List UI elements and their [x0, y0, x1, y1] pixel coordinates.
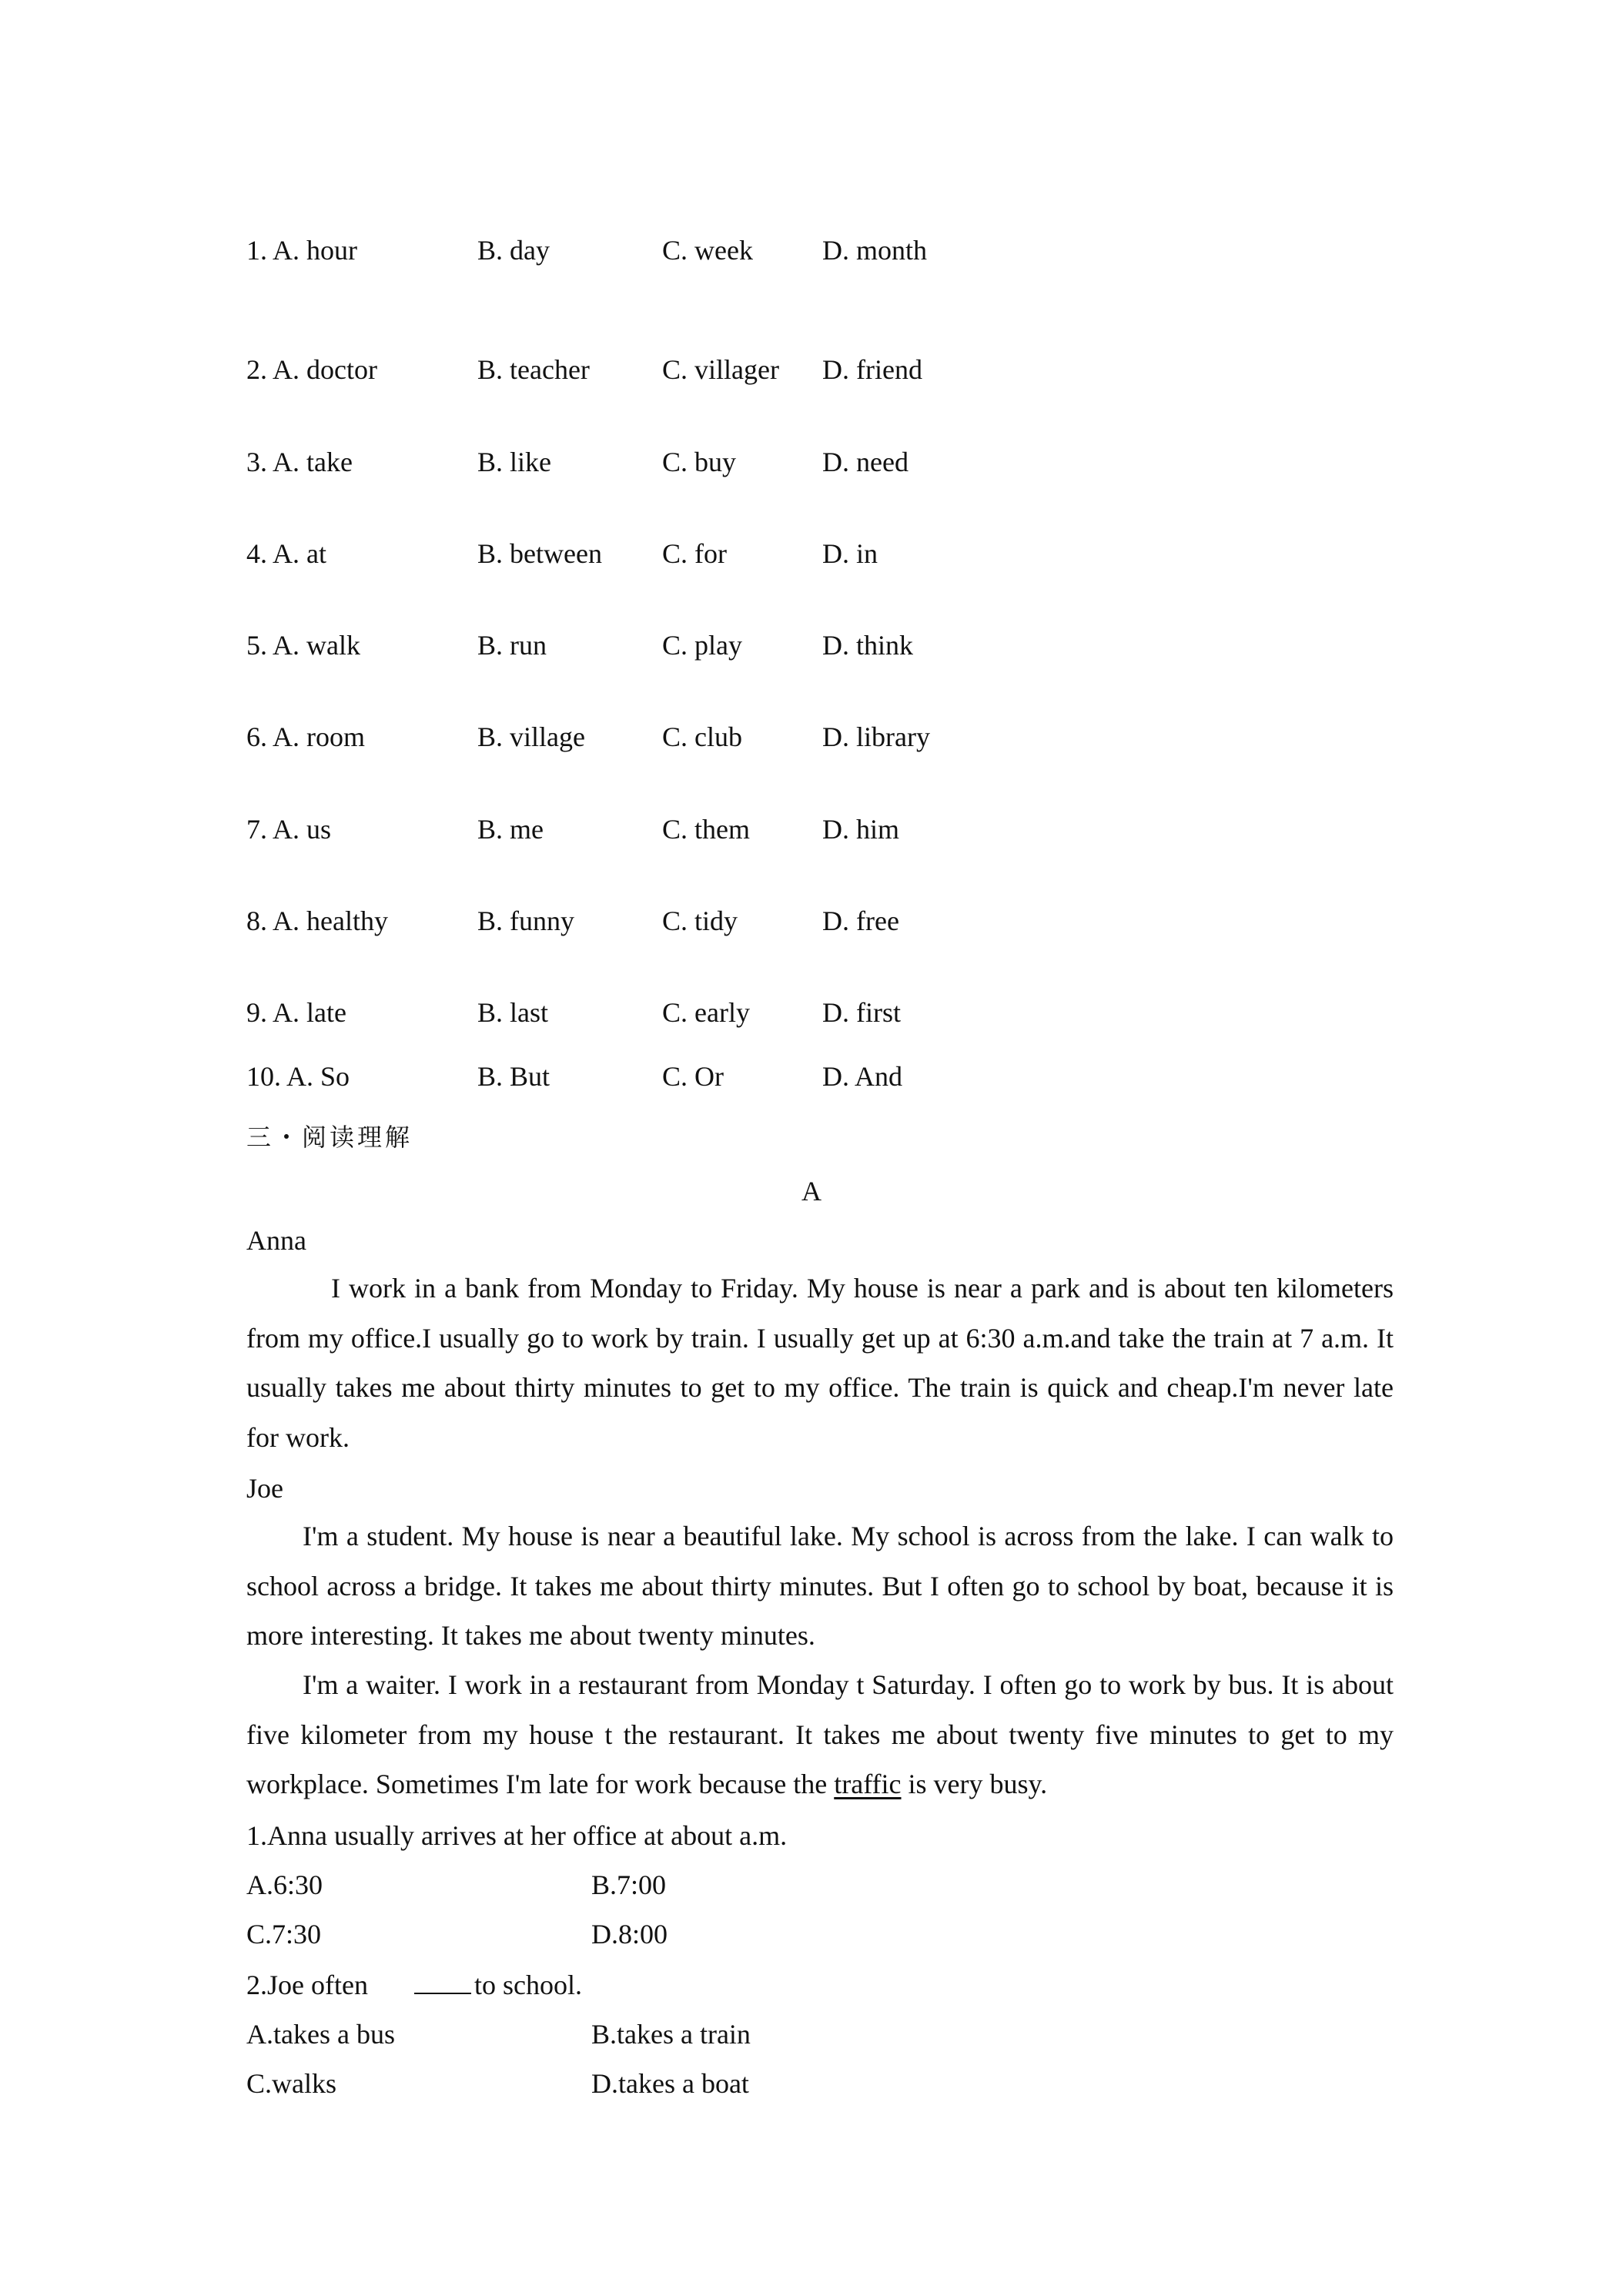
passage-letter: A — [801, 1176, 822, 1207]
option-d: D. need — [822, 447, 909, 477]
option-a: 4. A. at — [246, 538, 326, 569]
option-b: B. last — [477, 997, 549, 1028]
option-c: C. early — [662, 997, 750, 1028]
option-a: 2. A. doctor — [246, 354, 377, 385]
option-c: C. villager — [662, 354, 779, 385]
option-row-1 — [246, 231, 1478, 269]
answer-option: A.takes a bus — [246, 2019, 395, 2050]
option-row-10 — [246, 1057, 1478, 1096]
option-a: 8. A. healthy — [246, 905, 388, 936]
option-row-4 — [246, 534, 1478, 573]
option-b: B. between — [477, 538, 602, 569]
answer-row — [246, 2064, 1170, 2103]
paragraph-joe — [246, 1511, 1394, 1661]
option-c: C. for — [662, 538, 727, 569]
option-d: D. friend — [822, 354, 922, 385]
speaker-name-joe: Joe — [246, 1473, 283, 1504]
answer-option: D.takes a boat — [591, 2068, 749, 2099]
option-b: B. teacher — [477, 354, 590, 385]
option-b: B. like — [477, 447, 551, 477]
option-d: D. first — [822, 997, 901, 1028]
option-d: D. library — [822, 721, 930, 752]
option-d: D. And — [822, 1061, 903, 1092]
option-d: D. in — [822, 538, 878, 569]
option-row-3 — [246, 443, 1478, 481]
option-row-2 — [246, 350, 1478, 389]
option-c: C. them — [662, 814, 750, 845]
option-row-6 — [246, 718, 1478, 756]
option-b: B. funny — [477, 905, 574, 936]
speaker-name-anna: Anna — [246, 1225, 306, 1256]
answer-row — [246, 2015, 1170, 2053]
answer-option: C.walks — [246, 2068, 336, 2099]
option-c: C. tidy — [662, 905, 738, 936]
option-row-9 — [246, 993, 1478, 1032]
paragraph-text: I'm a waiter. I work in a restaurant from Monday t Saturday. I often go to work by bus. It is about five kilometer from my house t the restaurant. It takes me about twenty five minutes to get to my workplace. Sometimes I'm late for work because the — [246, 1669, 1394, 1799]
paragraph-text-end: is very busy. — [901, 1769, 1048, 1799]
answer-row — [246, 1866, 1170, 1904]
paragraph-text: I'm a student. My house is near a beautiful lake. My school is across from the lake. I can walk to school across a bridge. It takes me about thirty minutes. But I often go to school by boat, because it is more interesting. It takes me about twenty minutes. — [246, 1521, 1394, 1651]
answer-blank — [414, 1965, 471, 1994]
question-stem: 2.Joe often — [246, 1970, 368, 2000]
question-1: 1.Anna usually arrives at her office at about a.m. — [246, 1820, 788, 1851]
option-b: B. me — [477, 814, 544, 845]
answer-option: A.6:30 — [246, 1869, 323, 1900]
paragraph-text: I work in a bank from Monday to Friday. My house is near a park and is about ten kilometers from my office.I usually go to work by train. I usually get up at 6:30 a.m.and take the train at 7 a.m. It usually takes me about thirty minutes to get to my office. The train is quick and cheap.I'm never late for work. — [246, 1273, 1394, 1453]
option-a: 7. A. us — [246, 814, 332, 845]
paragraph-anna — [246, 1263, 1394, 1462]
option-a: 1. A. hour — [246, 235, 357, 266]
option-row-7 — [246, 810, 1478, 848]
section-title: 三・阅读理解 — [246, 1123, 413, 1152]
question-2 — [246, 1965, 582, 2004]
option-a: 10. A. So — [246, 1061, 350, 1092]
underlined-word: traffic — [834, 1769, 902, 1799]
option-a: 3. A. take — [246, 447, 353, 477]
option-c: C. Or — [662, 1061, 724, 1092]
paragraph-waiter — [246, 1660, 1394, 1809]
option-b: B. run — [477, 630, 547, 661]
question-stem-end: to school. — [474, 1970, 582, 2000]
option-c: C. club — [662, 721, 742, 752]
option-row-5 — [246, 626, 1478, 664]
option-d: D. think — [822, 630, 914, 661]
option-row-8 — [246, 902, 1478, 940]
answer-option: C.7:30 — [246, 1919, 322, 1950]
option-b: B. But — [477, 1061, 550, 1092]
answer-option: D.8:00 — [591, 1919, 668, 1950]
option-c: C. play — [662, 630, 742, 661]
answer-option: B.takes a train — [591, 2019, 751, 2050]
option-a: 5. A. walk — [246, 630, 360, 661]
answer-row — [246, 1915, 1170, 1953]
option-a: 9. A. late — [246, 997, 346, 1028]
option-b: B. village — [477, 721, 585, 752]
option-d: D. month — [822, 235, 928, 266]
option-c: C. buy — [662, 447, 737, 477]
option-b: B. day — [477, 235, 550, 266]
option-a: 6. A. room — [246, 721, 366, 752]
option-d: D. free — [822, 905, 899, 936]
option-d: D. him — [822, 814, 900, 845]
answer-option: B.7:00 — [591, 1869, 667, 1900]
option-c: C. week — [662, 235, 753, 266]
